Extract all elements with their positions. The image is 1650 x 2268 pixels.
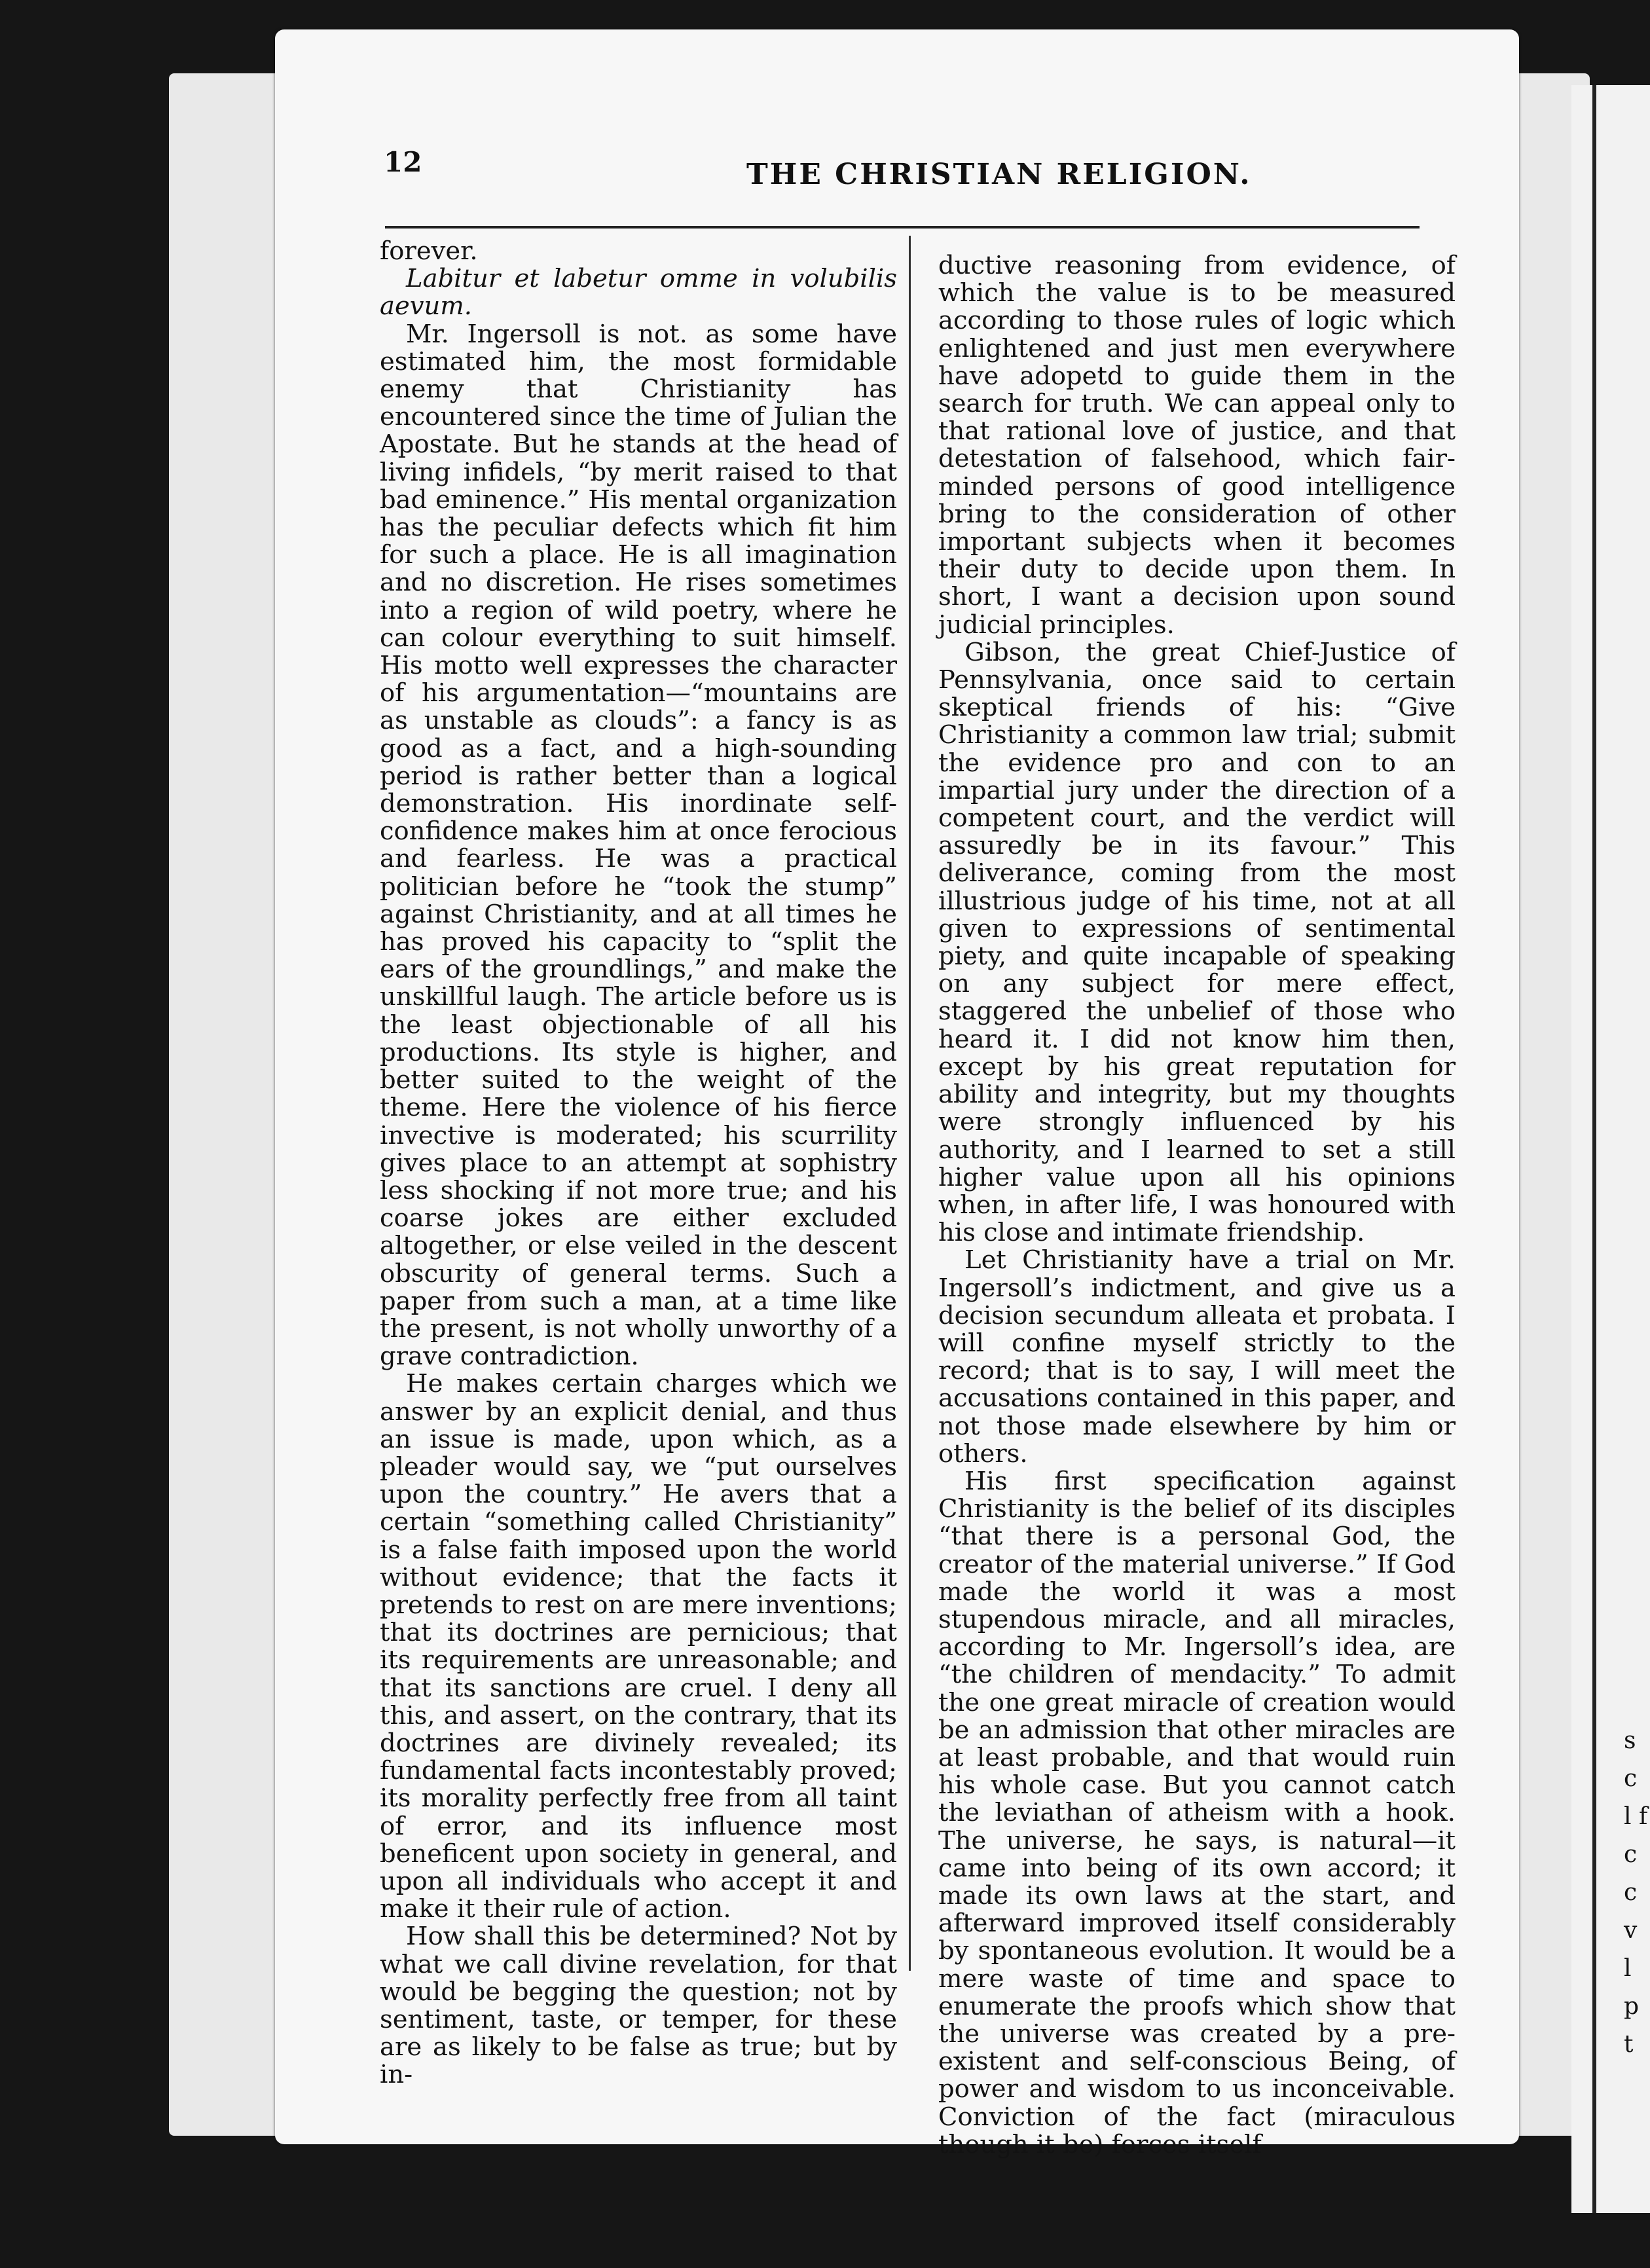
- paragraph: He makes certain charges which we answer by an explicit denial, and thus an issue is made, upon which, as a pleader would say, we “put ourselves upon the country.” He avers that a certain “something called Christianity” is a false faith imposed upon the world without evidence; that the facts it pretends to rest on are mere inventions; that its doctrines are pernicious; that its requirements are unreasonable; and that its sanctions are cruel. I deny all this, and assert, on the contrary, that its doctrines are divinely revealed; its fundamental facts incontestably proved; its morality perfectly free from all taint of error, and its influence most beneficent upon society in general, and upon all individuals who accept it and make it their rule of action.: [380, 1369, 897, 1924]
- column-divider: [909, 236, 911, 1971]
- adjacent-page-fragment: s c l f c c v l p t: [1624, 1727, 1648, 2058]
- paragraph: How shall this be determined? Not by what we call divine revelation, for that would be begging the question; not by sentiment, taste, or temper, for these are as likely to be false as true; but by in-: [380, 1922, 897, 2090]
- paragraph: Gibson, the great Chief-Justice of Pennsylvania, once said to certain skeptical friends of his: “Give Christianity a common law trial; submit the evidence pro and con to an impartial jury under the direction of a competent court, and the verdict will assuredly be in its favour.” This deliverance, coming from the most illustrious judge of his time, not at all given to expressions of sentimental piety, and quite incapable of speaking on any subject for mere effect, staggered the unbelief of those who heard it. I did not know him then, except by his great reputation for ability and integrity, but my thoughts were strongly influenced by his authority, and I learned to set a still higher value upon all his opinions when, in after life, I was honoured with his close and intimate friendship.: [938, 637, 1456, 1248]
- latin-quote: Labitur et labetur omme in volubilis aevum.: [380, 264, 897, 321]
- paragraph: forever.: [380, 236, 478, 266]
- left-column: [380, 236, 897, 2090]
- header-rule: [385, 226, 1420, 229]
- right-column: [938, 251, 1456, 2159]
- paragraph: ductive reasoning from evidence, of which the value is to be measured according to those rules of logic which enlightened and just men everywhere have adopetd to guide them in the search for truth. We can appeal only to that rational love of justice, and that detestation of falsehood, which fair-minded persons of good intelligence bring to the consideration of other important subjects when it becomes their duty to decide upon them. In short, I want a decision upon sound judicial principles.: [938, 251, 1456, 640]
- paragraph: Let Christianity have a trial on Mr. Ingersoll’s indictment, and give us a decision secundum alleata et probata. I will confine myself strictly to the record; that is to say, I will meet the accusations contained in this paper, and not those made elsewhere by him or others.: [938, 1245, 1456, 1469]
- adjacent-page-edge: [1571, 85, 1650, 2213]
- paragraph: His first specification against Christianity is the belief of its disciples “that there is a personal God, the creator of the material universe.” If God made the world it was a most stupendous miracle, and all miracles, according to Mr. Ingersoll’s idea, are “the children of mendacity.” To admit the one great miracle of creation would be an admission that other miracles are at least probable, and that would ruin his whole case. But you cannot catch the leviathan of atheism with a hook. The universe, he says, is natural—it came into being of its own accord; it made its own laws at the start, and afterward improved itself considerably by spontaneous evolution. It would be a mere waste of time and space to enumerate the proofs which show that the universe was created by a pre-existent and self-conscious Being, of power and wisdom to us inconceivable. Conviction of the fact (miraculous though it be) forces itself: [938, 1466, 1456, 2159]
- running-head: THE CHRISTIAN RELIGION.: [746, 158, 1252, 191]
- adjacent-page-rule: [1592, 85, 1596, 2213]
- book-page: [275, 29, 1519, 2159]
- paragraph: Mr. Ingersoll is not. as some have estimated him, the most formidable enemy that Christianity has encountered since the time of Julian the Apostate. But he stands at the head of living infidels, “by merit raised to that bad eminence.” His mental organization has the peculiar defects which fit him for such a place. He is all imagination and no discretion. He rises sometimes into a region of wild poetry, where he can colour everything to suit himself. His motto well expresses the character of his argumentation—“mountains are as unstable as clouds”: a fancy is as good as a fact, and a high-sounding period is rather better than a logical demonstration. His inordinate self-confidence makes him at once ferocious and fearless. He was a practical politician before he “took the stump” against Christianity, and at all times he has proved his capacity to “split the ears of the groundlings,” and make the unskillful laugh. The article before us is the least objectionable of all his productions. Its style is higher, and better suited to the weight of the theme. Here the violence of his fierce invective is moderated; his scurrility gives place to an attempt at sophistry less shocking if not more true; and his coarse jokes are either excluded altogether, or else veiled in the descent obscurity of general terms. Such a paper from such a man, at a time like the present, is not wholly unworthy of a grave contradiction.: [380, 319, 897, 1372]
- page-number: 12: [384, 146, 422, 178]
